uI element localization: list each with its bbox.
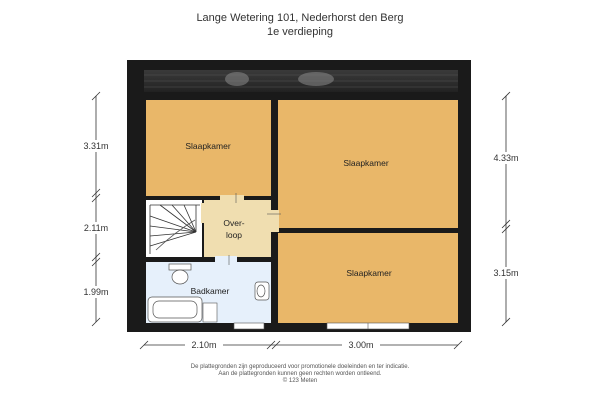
roof-light-2 bbox=[298, 72, 334, 86]
floor-title: 1e verdieping bbox=[266, 26, 334, 38]
room-slaapkamer-right-bottom bbox=[278, 233, 458, 323]
dim-bottom-right: 3.00m bbox=[348, 340, 374, 350]
door-gap-bath bbox=[215, 256, 237, 263]
footer-copyright: © 123 Meten bbox=[282, 378, 318, 384]
dim-bottom-left: 2.10m bbox=[191, 340, 217, 350]
label-overloop-2: loop bbox=[225, 230, 243, 240]
footer-disclaimer-1: De plattegronden zijn geproduceerd voor promotionele doeleinden en ter indicatie. bbox=[190, 364, 410, 370]
dimension-right bbox=[502, 92, 510, 326]
dim-left-mid: 2.11m bbox=[83, 223, 109, 233]
address-title: Lange Wetering 101, Nederhorst den Berg bbox=[196, 12, 404, 24]
window-bottom-left bbox=[234, 323, 264, 329]
door-gap-slaapkamer bbox=[220, 195, 244, 201]
sink bbox=[255, 282, 269, 300]
label-overloop-1: Over- bbox=[223, 218, 245, 228]
door-gap-overloop-left bbox=[201, 203, 205, 223]
room-trap bbox=[146, 200, 202, 257]
bathtub bbox=[148, 297, 202, 322]
dim-left-top: 3.31m bbox=[83, 141, 109, 151]
label-slaapkamer-right-top: Slaapkamer bbox=[343, 158, 389, 168]
door-gap-right bbox=[270, 210, 279, 232]
label-slaapkamer-right-bottom: Slaapkamer bbox=[346, 268, 392, 278]
label-slaapkamer-left: Slaapkamer bbox=[185, 141, 231, 151]
footer-disclaimer-2: Aan de plattegronden kunnen geen rechten worden ontleend. bbox=[218, 371, 382, 377]
roof-light-1 bbox=[225, 72, 249, 86]
label-badkamer: Badkamer bbox=[190, 286, 230, 296]
dim-right-bottom: 3.15m bbox=[493, 268, 519, 278]
room-overloop bbox=[204, 200, 271, 257]
dim-left-bottom: 1.99m bbox=[83, 287, 109, 297]
dim-right-top: 4.33m bbox=[493, 153, 519, 163]
shower-tray bbox=[203, 303, 217, 322]
